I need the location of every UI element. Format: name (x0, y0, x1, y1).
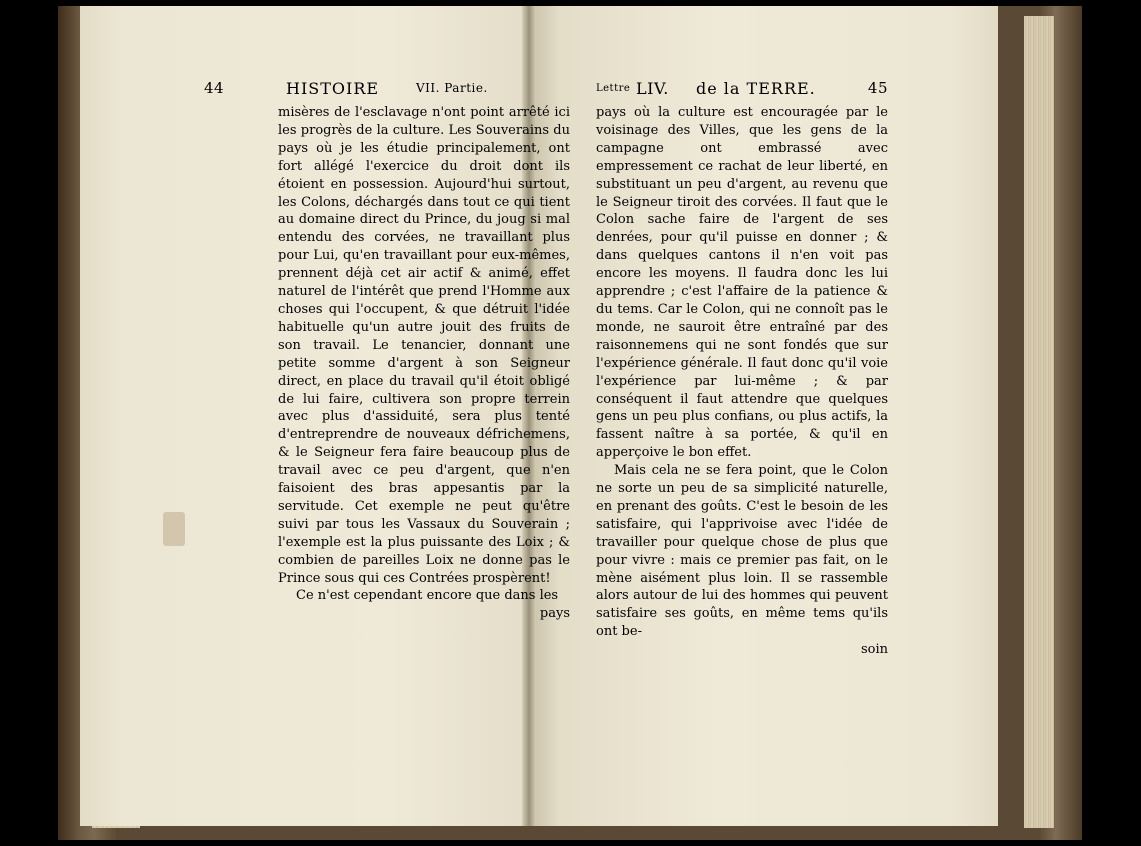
right-running-title: de la TERRE. (696, 79, 816, 98)
left-catchword: pays (539, 606, 570, 622)
left-page-number: 44 (204, 79, 225, 97)
paper-stain (163, 512, 185, 546)
right-paragraph-2: Mais cela ne se fera point, que le Colon ne sorte un peu de sa simplicité naturelle, en prenant des goûts. C'est le besoin de les satisfaire, qui l'apprivoise avec l'idée de travailler pour quelque chose de plus que pour vivre : mais ce premier pas fait, on le mène aisément plus loin. Il se rassemble alors autour de lui des hommes qui peuvent satisfaire ses goûts, en même tems qu'ils ont be- (596, 463, 888, 640)
left-paragraph-1: misères de l'esclavage n'ont point arrêté ici les progrès de la culture. Les Souverains du pays où je les étudie principalement, ont fort allégé l'exercice du droit dont ils étoient en possession. Aujourd'hui surtout, les Colons, déchargés dans tout ce qui tient au domaine direct du Prince, du joug si mal entendu des corvées, ne travaillant plus pour Lui, qu'en travaillant pour eux-mêmes, prennent déjà cet air actif & animé, effet naturel de l'intérêt que prend l'Homme aux choses qui l'occupent, & que détruit l'idée habituelle qu'un autre jouit des fruits de son travail. Le tenancier, donnant une petite somme d'argent à son Seigneur direct, en place du travail qu'il étoit obligé de lui faire, cultivera son propre terrein avec plus d'assiduité, sera plus tenté d'entreprendre de nouveaux défrichemens, & le Seigneur fera faire beaucoup plus de travail avec ce peu d'argent, que n'en faisoient des bras appesantis par la servitude. Cet exemple ne peut qu'être suivi par tous les Vassaux du Souverain ; l'exemple est la plus puissante des Loix ; & combien de pareilles Loix ne donne pas le Prince sous qui ces Contrées prospèrent! (278, 105, 570, 586)
right-letter-label: Lettre (596, 83, 631, 94)
right-page-text (596, 104, 888, 659)
right-catchword: soin (860, 642, 888, 658)
left-page-header (204, 79, 504, 103)
right-page-number: 45 (867, 79, 888, 97)
left-paragraph-2: Ce n'est cependant encore que dans les (296, 588, 559, 604)
left-part-label: VII. Partie. (416, 81, 488, 95)
right-page-header (596, 79, 888, 103)
left-page-text (278, 104, 570, 623)
right-paragraph-1: pays où la culture est encouragée par le voisinage des Villes, que les gens de la campagne ont embrassé avec empressement ce rachat de leur liberté, en substituant un peu d'argent, au revenu que le Seigneur tiroit des corvées. Il faut que le Colon sache faire de l'argent de ses denrées, pour qu'il puisse en donner ; & dans quelques cantons il n'en voit pas encore les moyens. Il faudra donc les lui apprendre ; c'est l'affaire de la patience & du tems. Car le Colon, qui ne connoît pas le monde, ne sauroit être entraîné par des raisonnemens qui ne sont fondés que sur l'expérience générale. Il faut donc qu'il voie l'expérience par lui-même ; & par conséquent il faut attendre que quelques gens un peu plus confians, ou plus actifs, la fassent naître à sa portée, & qu'il en apperçoive le bon effet. (596, 105, 888, 461)
left-running-title: HISTOIRE (286, 79, 380, 98)
right-letter-number: LIV. (636, 79, 669, 98)
right-page-edges (1024, 16, 1054, 828)
